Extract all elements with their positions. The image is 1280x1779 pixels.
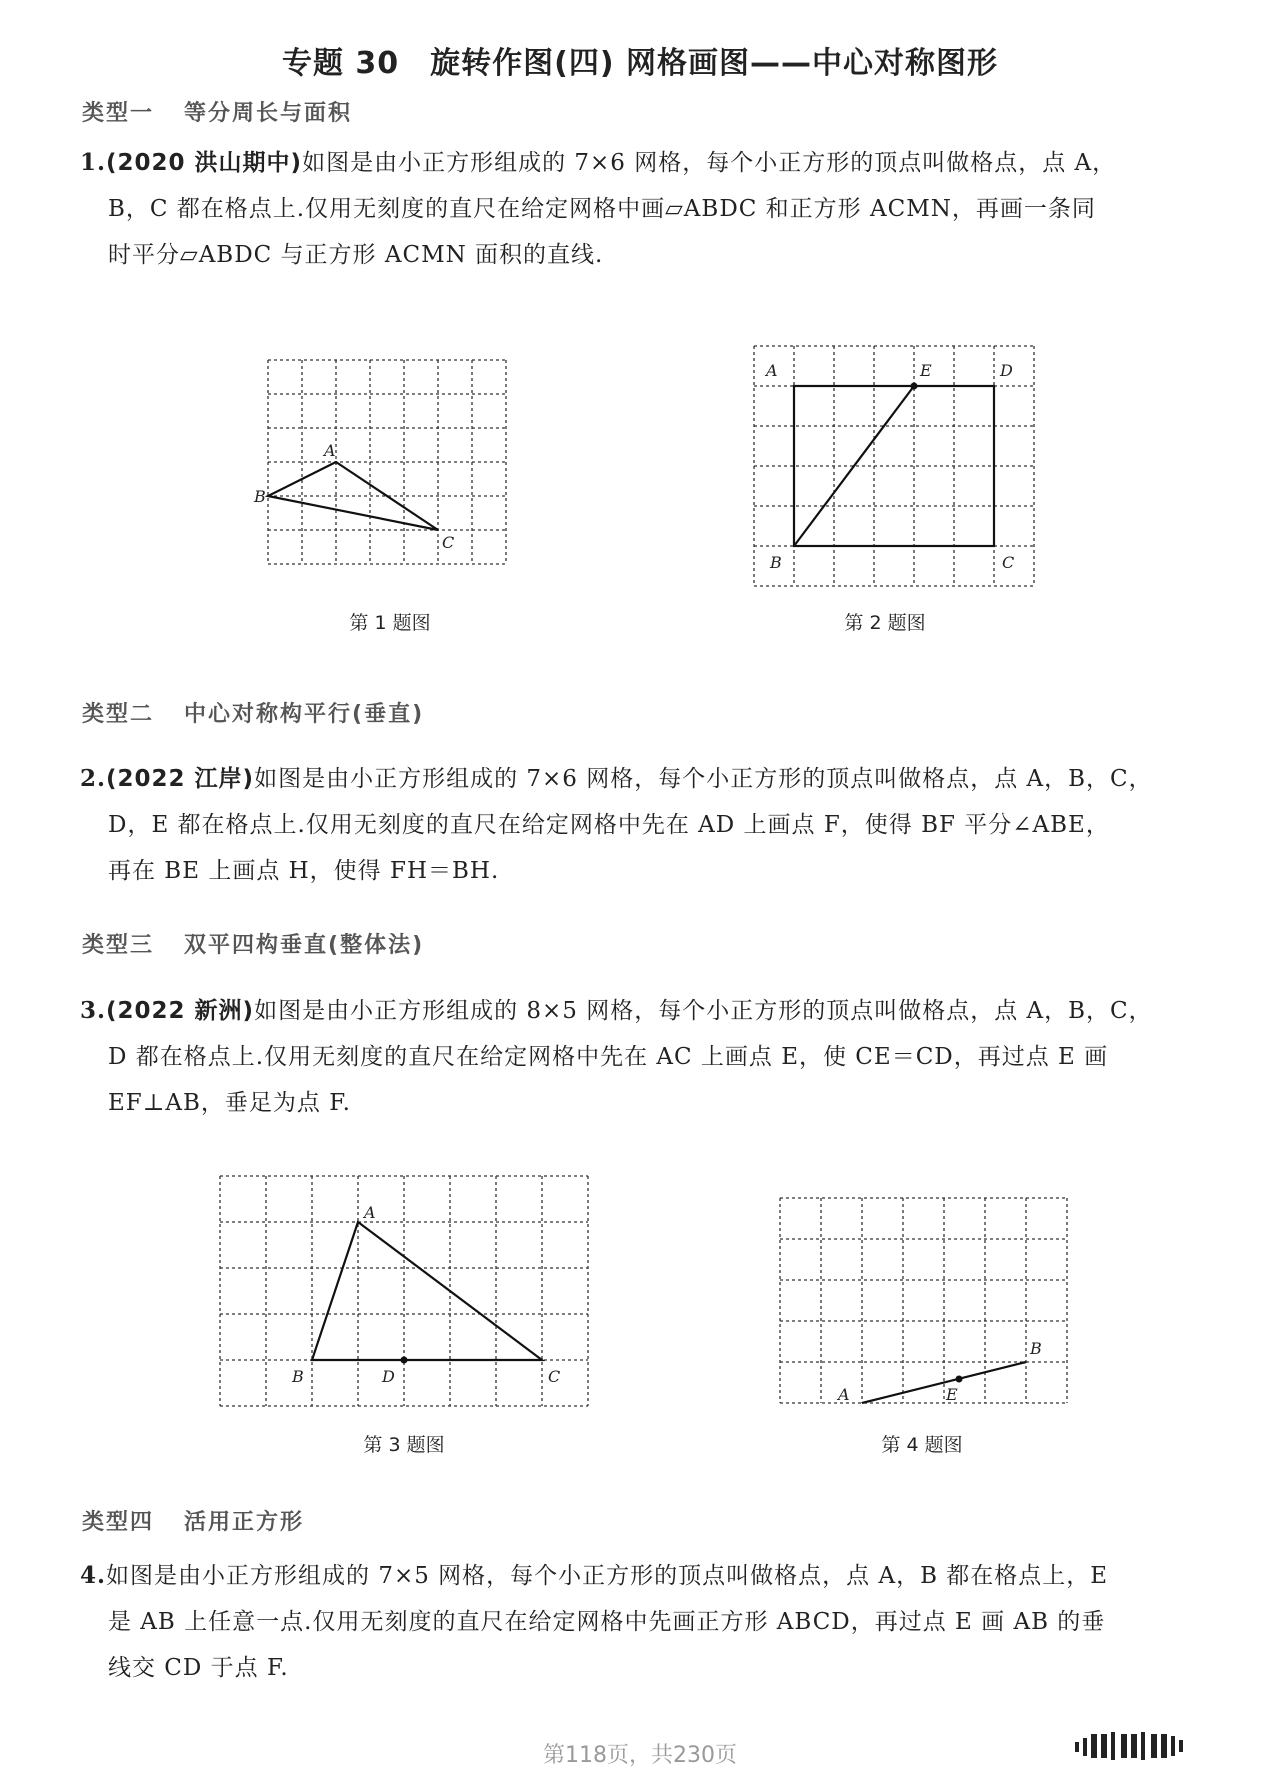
section-heading-1: 类型一 等分周长与面积 — [82, 101, 353, 126]
fig2-label-d: D — [1000, 361, 1013, 380]
fig1-label-c: C — [442, 533, 455, 552]
figure-1-caption: 第 1 题图 — [349, 612, 431, 634]
fig2-label-e: E — [920, 361, 932, 380]
figure-2-grid — [748, 342, 1048, 592]
figure-2-caption: 第 2 题图 — [844, 612, 926, 634]
figure-4-caption: 第 4 题图 — [881, 1434, 963, 1456]
figure-4-grid — [774, 1192, 1074, 1412]
fig3-label-a: A — [364, 1203, 376, 1222]
figure-3-grid — [214, 1170, 594, 1415]
problem-2: 2.(2022 江岸)如图是由小正方形组成的 7×6 网格，每个小正方形的顶点叫做格点，点 A，B，C， D，E 都在格点上.仅用无刻度的直尺在给定网格中先在 AD 上画点 F，使得 BF 平分∠ABE， 再在 BE 上画点 H，使得 FH＝BH. — [80, 765, 1153, 884]
fig1-label-b: B — [254, 487, 266, 506]
problem-1: 1.(2020 洪山期中)如图是由小正方形组成的 7×6 网格，每个小正方形的顶点叫做格点，点 A， B，C 都在格点上.仅用无刻度的直尺在给定网格中画▱ABDC 和正方形 ACMN，再画一条同 时平分▱ABDC 与正方形 ACMN 面积的直线. — [80, 149, 1117, 268]
section-heading-3: 类型三 双平四构垂直(整体法) — [82, 933, 425, 958]
fig3-label-b: B — [292, 1367, 304, 1386]
page-counter: 第118页，共230页 — [543, 1743, 737, 1768]
figure-3-caption: 第 3 题图 — [363, 1434, 445, 1456]
fig3-label-c: C — [548, 1367, 561, 1386]
problem-4: 4.如图是由小正方形组成的 7×5 网格，每个小正方形的顶点叫做格点，点 A，B 都在格点上，E 是 AB 上任意一点.仅用无刻度的直尺在给定网格中先画正方形 ABCD，再过点 E 画 AB 的垂 线交 CD 于点 F. — [80, 1562, 1109, 1681]
section-heading-4: 类型四 活用正方形 — [82, 1510, 305, 1535]
fig4-label-b: B — [1030, 1339, 1042, 1358]
fig4-label-a: A — [838, 1385, 850, 1404]
section-heading-2: 类型二 中心对称构平行(垂直) — [82, 702, 425, 727]
fig1-label-a: A — [324, 441, 336, 460]
page-title: 专题 30 旋转作图(四) 网格画图——中心对称图形 — [281, 46, 999, 81]
figure-1-grid — [254, 355, 520, 580]
watermark-bars-icon — [1075, 1728, 1255, 1764]
fig3-label-d: D — [382, 1367, 395, 1386]
fig2-label-c: C — [1002, 553, 1015, 572]
problem-3: 3.(2022 新洲)如图是由小正方形组成的 8×5 网格，每个小正方形的顶点叫做格点，点 A，B，C， D 都在格点上.仅用无刻度的直尺在给定网格中先在 AC 上画点 E，使 CE＝CD，再过点 E 画 EF⊥AB，垂足为点 F. — [80, 997, 1153, 1116]
fig4-label-e: E — [946, 1385, 958, 1404]
fig2-label-a: A — [766, 361, 778, 380]
fig2-label-b: B — [770, 553, 782, 572]
